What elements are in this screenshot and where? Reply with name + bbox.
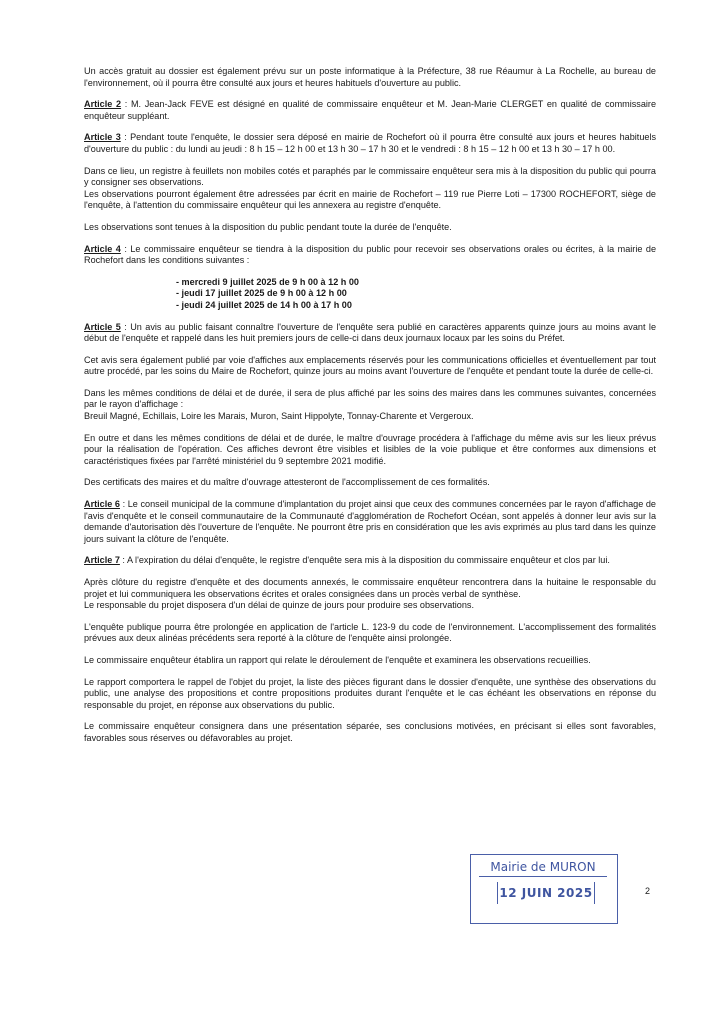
article-4-text: : Le commissaire enquêteur se tiendra à la disposition du public pour recevoir ses observations orales ou écrites, à la mairie de Rochefort dans les conditions suivantes :	[84, 243, 656, 266]
document-body	[84, 66, 656, 755]
permanence-date: - jeudi 24 juillet 2025 de 14 h 00 à 17 h 00	[176, 299, 352, 310]
article-5-label: Article 5	[84, 321, 121, 332]
permanence-date: - jeudi 17 juillet 2025 de 9 h 00 à 12 h 00	[176, 288, 347, 299]
article-5	[84, 322, 656, 345]
paragraph-communes-list: Breuil Magné, Echillais, Loire les Marais, Muron, Saint Hippolyte, Tonnay-Charente et Vergeroux.	[84, 411, 474, 422]
page-number: 2	[645, 886, 651, 896]
paragraph-registre: Dans ce lieu, un registre à feuillets non mobiles cotés et paraphés par le commissaire enquêteur sera mis à la disposition du public qui pourra y consigner ses observations.	[84, 165, 656, 188]
article-7-label: Article 7	[84, 555, 120, 566]
mairie-reception-stamp	[470, 854, 618, 924]
paragraph-maitre-ouvrage: En outre et dans les mêmes conditions de délai et de durée, le maître d'ouvrage procédera à l'affichage du même avis sur les lieux prévus pour la réalisation de l'opération. Ces affiches devront être visibles et lisibles de la voie publique et être conformes aux dimensions et caractéristiques fixées par l'arrêté ministériel du 9 septembre 2021 modifié.	[84, 432, 656, 466]
paragraph-access: Un accès gratuit au dossier est également prévu sur un poste informatique à la Préfecture, 38 rue Réaumur à La Rochelle, au bureau de l'environnement, où il pourra être consulté aux jours et heures habituels d'ouverture au public.	[84, 66, 656, 88]
article-6-text: : Le conseil municipal de la commune d'implantation du projet ainsi que ceux des communes concernées par le rayon d'affichage de l'avis d'enquête et le conseil communautaire de la Communauté d'agglomération de Rochefort Océan, sont appelés à donner leur avis sur la demande d'autorisation dès l'ouverture de l'enquête. Ne pourront être pris en considération que les avis exprimés au plus tard dans les quinze jours suivant la clôture de l'enquête.	[84, 499, 656, 544]
article-3-label: Article 3	[84, 132, 121, 143]
paragraph-observations-tenues: Les observations sont tenues à la disposition du public pendant toute la durée de l'enquête.	[84, 221, 452, 232]
paragraph-delai-responsable: Le responsable du projet disposera d'un délai de quinze de jours pour produire ses observations.	[84, 600, 474, 611]
article-2	[84, 99, 656, 122]
paragraph-cloture: Après clôture du registre d'enquête et des documents annexés, le commissaire enquêteur rencontrera dans la huitaine le responsable du projet et lui communiquera les observations écrites et orales consignées dans un procès verbal de synthèse.	[84, 577, 656, 599]
article-4-label: Article 4	[84, 243, 121, 254]
paragraph-affiches: Cet avis sera également publié par voie d'affiches aux emplacements réservés pour les communications officielles et éventuellement par tout autre procédé, par les soins du Maire de Rochefort, quinze jours au moins avant l'ouverture de l'enquête et pendant toute la durée de celle-ci.	[84, 354, 656, 377]
article-5-text: : Un avis au public faisant connaître l'ouverture de l'enquête sera publié en caractères apparents quinze jours au moins avant le début de l'enquête et rappelé dans les huit premiers jours de celle-ci dans deux journaux locaux par les soins du Préfet.	[84, 321, 657, 344]
permanence-date: - mercredi 9 juillet 2025 de 9 h 00 à 12 h 00	[176, 276, 359, 287]
article-3	[84, 132, 656, 155]
article-7-text: : A l'expiration du délai d'enquête, le registre d'enquête sera mis à la disposition du commissaire enquêteur et clos par lui.	[119, 555, 610, 566]
article-2-text: : M. Jean-Jack FEVE est désigné en qualité de commissaire enquêteur et M. Jean-Marie CLERGET en qualité de commissaire enquêteur suppléant.	[84, 99, 657, 121]
stamp-title: Mairie de MURON	[479, 858, 607, 877]
paragraph-rapport: Le commissaire enquêteur établira un rapport qui relate le déroulement de l'enquête et examinera les observations recueillies.	[84, 654, 591, 665]
article-4	[84, 244, 656, 267]
stamp-date: 12 JUIN 2025	[499, 886, 593, 900]
paragraph-communes-intro: Dans les mêmes conditions de délai et de durée, il sera de plus affiché par les soins des maires dans les communes suivantes, concernées par le rayon d'affichage :	[84, 387, 656, 410]
article-7	[84, 555, 656, 567]
article-6-label: Article 6	[84, 499, 120, 510]
paragraph-contenu-rapport: Le rapport comportera le rappel de l'objet du projet, la liste des pièces figurant dans le dossier d'enquête, une synthèse des observations du public, une analyse des propositions et contre propositions produites durant l'enquête et le cas échéant les observations en réponse du responsable du projet, en réponse aux observations du public.	[84, 676, 656, 710]
article-6	[84, 499, 656, 545]
paragraph-observations-ecrites: Les observations pourront également être adressées par écrit en mairie de Rochefort – 119 rue Pierre Loti – 17300 ROCHEFORT, siège de l'enquête, à l'attention du commissaire enquêteur qui les annexera au registre d'enquête.	[84, 188, 656, 211]
paragraph-conclusions: Le commissaire enquêteur consignera dans une présentation séparée, ses conclusions motivées, en précisant si elles sont favorables, favorables sous réserves ou défavorables au projet.	[84, 721, 656, 743]
paragraph-certificats: Des certificats des maires et du maître d'ouvrage attesteront de l'accomplissement de ces formalités.	[84, 477, 490, 488]
article-2-label: Article 2	[84, 99, 122, 110]
permanence-dates-list	[84, 277, 656, 312]
article-3-text: : Pendant toute l'enquête, le dossier sera déposé en mairie de Rochefort où il pourra être consulté aux jours et heures habituels d'ouverture du public : du lundi au jeudi : 8 h 15 – 12 h 00 et 13 h 30 – 17 h 30 et le vendredi : 8 h 15 – 12 h 00 et 13 h 30 – 17 h 00.	[84, 132, 656, 154]
paragraph-prolongation: L'enquête publique pourra être prolongée en application de l'article L. 123-9 du code de l'environnement. L'accomplissement des formalités prévues aux deux alinéas précédents sera reporté à la clôture de l'enquête ainsi prolongée.	[84, 621, 656, 644]
